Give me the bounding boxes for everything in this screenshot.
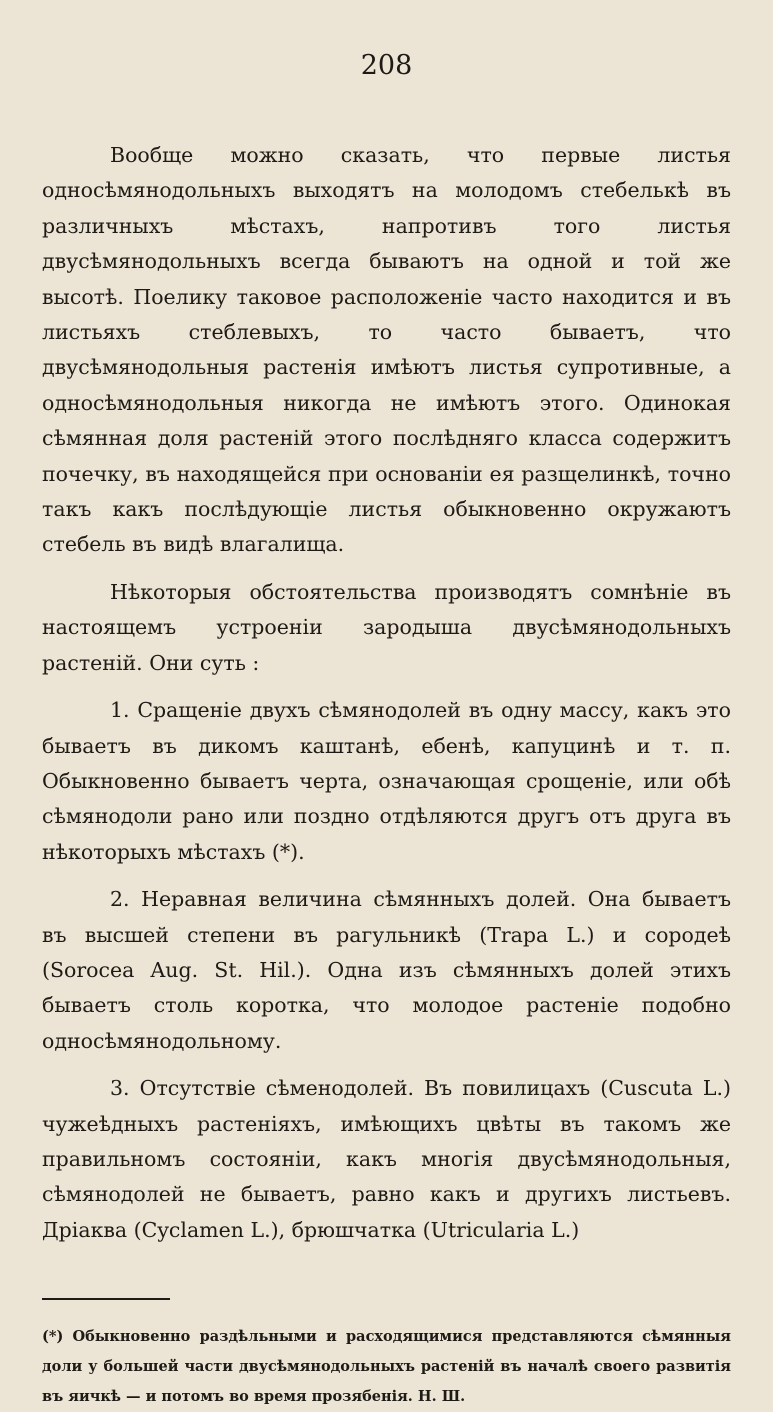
list-item-unequal-size: 2. Неравная величина сѣмянныхъ долей. Она бываетъ въ высшей степени въ рагульникѣ (Trapa L.) и сородеѣ (Sorocea Aug. St. Hil.). Одна изъ сѣмянныхъ долей этихъ бываетъ столь коротка, что молодое растеніе подобно односѣмянодольному. xyxy=(42,887,731,1053)
paragraph-doubts: Нѣкоторыя обстоятельства производятъ сомнѣніе въ настоящемъ устроеніи зародыша двусѣмянодольныхъ растеній. Они суть : xyxy=(42,579,731,675)
footnote: (*) Обыкновенно раздѣльными и расходящимися представляются сѣмянныя доли у большей части двусѣмянодольныхъ растеній въ началѣ своего развитія въ яичкѣ — и потомъ во время прозябенія. Н. Ш. xyxy=(42,1328,731,1406)
footnote-divider xyxy=(42,1298,170,1300)
list-item-absence: 3. Отсутствіе сѣменодолей. Въ повилицахъ (Cuscuta L.) чужеѣдныхъ растеніяхъ, имѣющихъ цвѣты въ такомъ же правильномъ состояніи, какъ многія двусѣмянодольныя, сѣмянодолей не бываетъ, равно какъ и другихъ листьевъ. Дріаква (Cyclamen L.), брюшчатка (Utricularia L.) xyxy=(42,1076,731,1242)
list-item-fusion: 1. Сращеніе двухъ сѣмянодолей въ одну массу, какъ это бываетъ въ дикомъ каштанѣ, ебенѣ, капуцинѣ и т. п. Обыкновенно бываетъ черта, означающая срощеніе, или обѣ сѣмянодоли рано или поздно отдѣляются другъ отъ друга въ нѣкоторыхъ мѣстахъ (*). xyxy=(42,698,731,864)
page-number: 208 xyxy=(360,50,413,81)
body-text xyxy=(42,138,731,1248)
paragraph-intro: Вообще можно сказать, что первые листья односѣмянодольныхъ выходятъ на молодомъ стебелькѣ въ различныхъ мѣстахъ, напротивъ того листья двусѣмянодольныхъ всегда бываютъ на одной и той же высотѣ. Поелику таковое расположеніе часто находится и въ листьяхъ стеблевыхъ, то часто бываетъ, что двусѣмянодольныя растенія имѣютъ листья супротивные, а односѣмянодольныя никогда не имѣютъ этого. Одинокая сѣмянная доля растеній этого послѣдняго класса содержитъ почечку, въ находящейся при основаніи ея разщелинкѣ, точно такъ какъ послѣдующіе листья обыкновенно окружаютъ стебель въ видѣ влагалища. xyxy=(42,143,731,557)
